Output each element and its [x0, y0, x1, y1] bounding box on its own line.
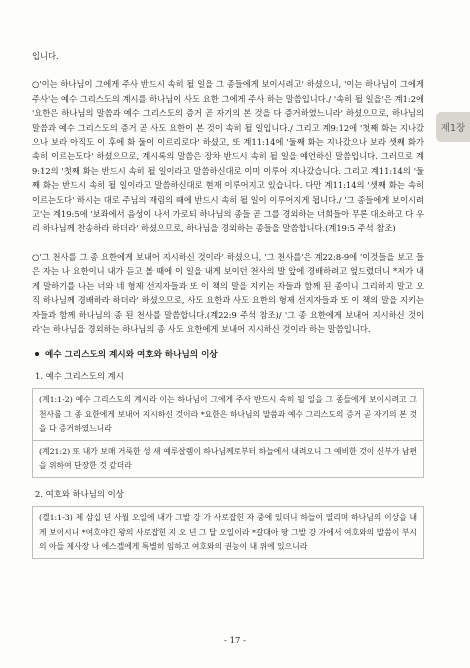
subsection-2-title: 2. 여호와 하나님의 이상: [35, 489, 124, 500]
paragraph-1: ○'이는 하나님이 그에게 주사 반드시 속히 될 일을 그 종들에게 보이시려고' 하셨으니, '이는 하나님이 그에게 주사'는 예수 그리스도의 계시를 하나님이 사도 요한 그에게 주사 하는 말씀입니다./ '속히 될 일을'은 계1:2에 '요한은 하나님의 말씀과 예수 그리스도의 증거 곧 자기의 본 것을 다 증거하였느니라' 하셨으므로, 하나님의 말씀과 예수 그리스도의 증거 곧 사도 요한이 본 것이 속히 될 일입니다./ 그리고 계9:12에 '첫째 화는 지나갔으나 보라 아직도 이 후에 화 둘이 이르리로다' 하셨고, 또 계11:14에 '둘째 화는 지나갔으나 보라 셋째 화가 속히 이르는도다' 하셨으므로, 계시록의 말씀은 장차 반드시 속히 될 일을 예언하신 말씀입니다. 그러므로 계9:12의 '첫째 화는 반드시 속히 될 일이라고 말씀하신대로 이미 이루어 지나갔습니다. 그리고 계11:14의 '둘째 화는 반드시 속히 될 일이라고 말씀하신대로 현재 이루어지고 있습니다. 다만 계11:14의 '셋째 화는 속히 이르는도다' 하시는 대로 주님의 재림의 때에 반드시 속히 될 일이 이루어지게 됩니다./ '그 종들에게 보이시려고'는 계19:5에 '보좌에서 음성이 나서 가로되 하나님의 종들 곧 그를 경외하는 너희들아 무론 대소하고 다 우리 하나님께 찬송하라 하더라' 하셨으므로, 하나님을 경외하는 종들을 말씀합니다.(계19:5 주석 참조): [32, 79, 424, 234]
paragraph-2: ○'그 천사를 그 종 요한에게 보내어 지시하신 것이라' 하셨으니, '그 천사를'은 계22:8-9에 '이것들을 보고 들은 자는 나 요한이니 내가 듣고 볼 때에 이 일을 내게 보이던 천사의 발 앞에 경배하려고 엎드렸더니 *저가 내게 말하기를 나는 너와 네 형제 선지자들과 또 이 책의 말을 지키는 자들과 함께 된 종이니 그리하지 말고 오직 하나님께 경배하라 하더라' 하셨으므로, 사도 요한과 사도 요한의 형제 선지자들과 또 이 책의 말을 지키는 자들과 함께 하나님의 종 된 천사를 말씀합니다.(계22:9 주석 참조)/ '그 종 요한에게 보내어 지시하신 것이라'는 하나님을 경외하는 하나님의 종 사도 요한에게 보내어 지시하신 것이라 하는 말씀입니다.: [32, 251, 424, 334]
section-title: [32, 348, 424, 360]
bullet-icon: [35, 352, 39, 356]
subsection-1-title: 1. 예수 그리스도의 계시: [35, 371, 124, 382]
page-number: - 17 -: [224, 636, 246, 646]
page-content: [32, 49, 424, 559]
scripture-box-1a: (계1:1-2) 예수 그리스도의 계시라 이는 하나님이 그에게 주사 반드시 속히 될 일을 그 종들에게 보이시려고 그 천사를 그 종 요한에게 보내어 지시하신 것이라 *요한은 하나님의 말씀과 예수 그리스도의 증거 곧 자기의 본 것을 다 증거하였느니라: [32, 388, 424, 441]
scripture-box-2: (겔1:1-3) 제 삼십 년 사월 오일에 내가 그발 강 가 사로잡힌 자 중에 있더니 하늘이 열리며 하나님의 이상을 내게 보이시니 *여호야긴 왕의 사로잡힌 지 오 년 그 달 오일이라 *갈대아 땅 그발 강 가에서 여호와의 말씀이 부시의 아들 제사장 나 에스겔에게 특별히 임하고 여호와의 권능이 내 위에 있으니라: [32, 506, 424, 559]
chapter-tab: 제1장: [436, 112, 470, 142]
scripture-box-1b: (계21:2) 또 내가 보매 거룩한 성 새 예루살렘이 하나님께로부터 하늘에서 내려오니 그 예비한 것이 신부가 남편을 위하여 단장한 것 같더라: [32, 441, 424, 478]
section-title-text: 예수 그리스도의 계시와 여호와 하나님의 이상: [45, 350, 218, 361]
top-fragment: 입니다.: [32, 51, 59, 61]
